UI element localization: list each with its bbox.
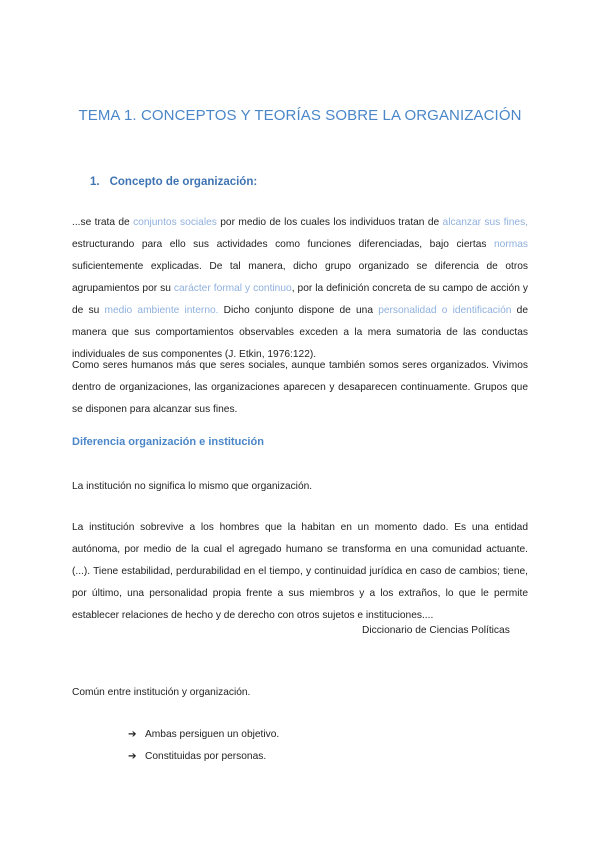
definition-paragraph <box>72 212 528 366</box>
text-run: estructurando para ello sus actividades como funciones diferenciadas, bajo ciertas <box>72 239 495 250</box>
common-bullet-list <box>128 724 279 768</box>
text-run: Dicho conjunto dispone de una <box>218 305 379 316</box>
highlighted-term: carácter formal y continuo <box>173 283 292 294</box>
institution-statement: La institución no significa lo mismo que organización. <box>72 481 313 492</box>
quote-source: Diccionario de Ciencias Políticas <box>362 625 510 636</box>
subheading: Diferencia organización e institución <box>72 436 264 448</box>
highlighted-term: alcanzar sus fines, <box>442 217 528 228</box>
text-run: por medio de los cuales los individuos tratan de <box>216 217 443 228</box>
text-run: ...se trata de <box>72 217 134 228</box>
arrow-right-icon: ➔ <box>128 729 137 740</box>
text-run: suficientemente explicadas. De tal manera, dicho grupo organizado se diferencia de otros agrupamientos por su <box>72 261 528 294</box>
section-heading <box>90 176 257 188</box>
text-run: de manera que sus comportamientos observables exceden a la mera sumatoria de las conductas individuales de sus componentes (J. Etkin, 1976:122). <box>72 305 528 360</box>
list-item-text: Ambas persiguen un objetivo. <box>145 729 280 740</box>
text-run: , por la definición concreta de su campo de acción y de su <box>72 283 528 316</box>
list-item-text: Constituidas por personas. <box>145 751 267 762</box>
highlighted-term: medio ambiente interno. <box>104 305 219 316</box>
institution-quote: La institución sobrevive a los hombres que la habitan en un momento dado. Es una entidad autónoma, por medio de la cual el agregado humano se transforma en una comunidad actuante. (...). Tiene estabilidad, perdurabilidad en el tiempo, y continuidad jurídica en caso de cambios; tiene, por último, una personalidad propia frente a sus miembros y a los extraños, lo que le permite establecer relaciones de hecho y de derecho con otros sujetos e instituciones.... <box>72 522 528 621</box>
page-title: TEMA 1. CONCEPTOS Y TEORÍAS SOBRE LA ORGANIZACIÓN <box>78 107 522 124</box>
highlighted-term: normas <box>494 239 528 250</box>
highlighted-term: personalidad o identificación <box>378 305 512 316</box>
section-number: 1. <box>90 176 100 188</box>
arrow-right-icon: ➔ <box>128 751 137 762</box>
humans-paragraph: Como seres humanos más que seres sociales, aunque también somos seres organizados. Vivimos dentro de organizaciones, las organizaciones aparecen y desaparecen continuamente. Grupos que se disponen para alcanzar sus fines. <box>72 360 528 415</box>
list-item <box>128 746 279 768</box>
common-heading: Común entre institución y organización. <box>72 687 251 698</box>
highlighted-term: conjuntos sociales <box>133 217 217 228</box>
section-heading-text: Concepto de organización: <box>109 176 258 188</box>
list-item <box>128 724 279 746</box>
